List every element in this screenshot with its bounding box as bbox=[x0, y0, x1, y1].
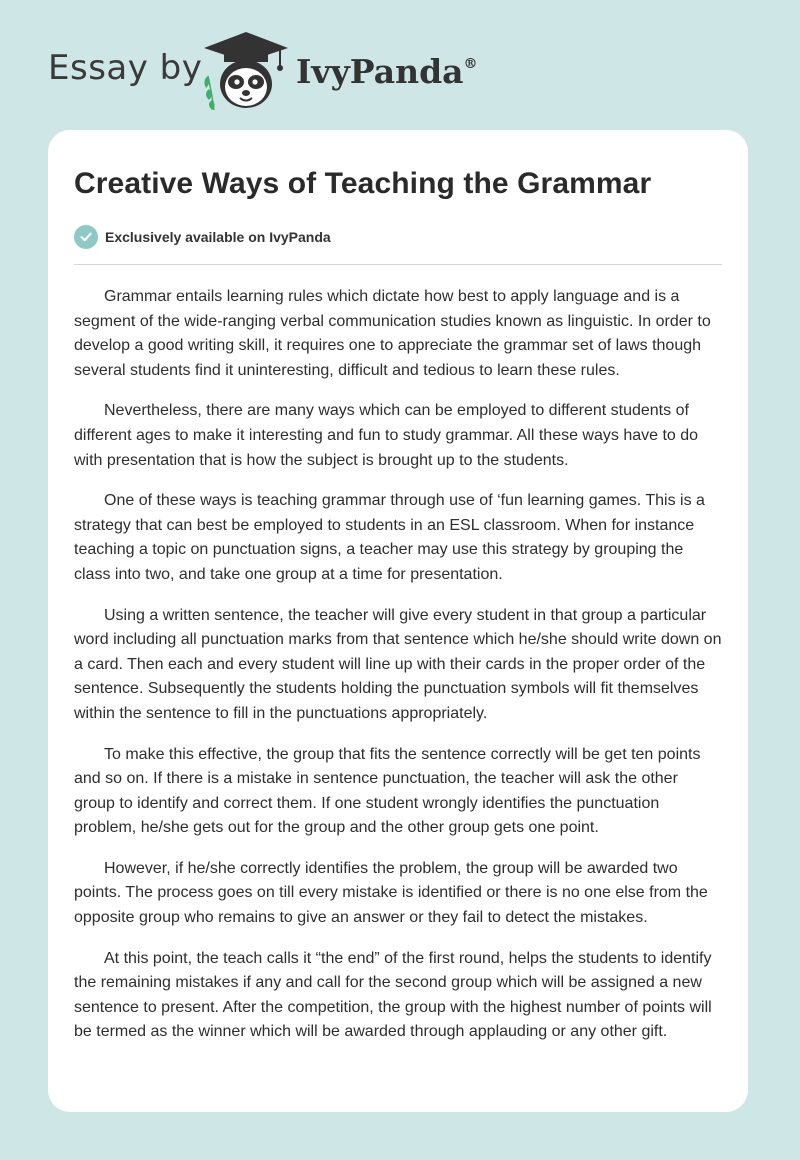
paragraph: However, if he/she correctly identifies the problem, the group will be awarded two points. The process goes on till every mistake is identified or there is no one else from the opposite group who remains to give an answer or they fail to detect the mistakes. bbox=[74, 859, 708, 927]
paragraph: To make this effective, the group that fits the sentence correctly will be get ten points and so on. If there is a mistake in sentence punctuation, the teacher will ask the other group to identify and correct them. If one student wrongly identifies the punctuation problem, he/she gets out for the group and the other group gets one point. bbox=[74, 745, 701, 837]
paragraph: Nevertheless, there are many ways which can be employed to different students of different ages to make it interesting and fun to study grammar. All these ways have to do with presentation that is how the subject is brought up to the students. bbox=[74, 402, 699, 469]
paragraph: One of these ways is teaching grammar through use of ‘fun learning games. This is a strategy that can best be employed to students in an ESL classroom. When for instance teaching a topic on punctuation signs, a teacher may use this strategy by grouping the class into two, and take one group at a time for presentation. bbox=[74, 492, 705, 583]
brand-text: IvyPanda bbox=[296, 52, 464, 91]
registered-mark: ® bbox=[463, 56, 478, 72]
badge-text: Exclusively available on IvyPanda bbox=[105, 229, 331, 245]
exclusive-badge bbox=[74, 224, 722, 250]
paragraph: Using a written sentence, the teacher will give every student in that group a particular word including all punctuation marks from that sentence which he/she should write down on a card. Then each and every student will line up with their cards in the proper order of the sentence. Subsequently the students holding the punctuation symbols will fit themselves within the sentence to fill in the punctuations appropriately. bbox=[74, 606, 722, 722]
essay-by-label: Essay by bbox=[48, 48, 203, 88]
page-title: Creative Ways of Teaching the Grammar bbox=[74, 167, 652, 200]
essay-card bbox=[48, 130, 748, 1112]
paragraph: Grammar entails learning rules which dictate how best to apply language and is a segment of the wide-ranging verbal communication studies known as linguistic. In order to develop a good writing skill, it requires one to appreciate the grammar set of laws though several students find it uninteresting, difficult and tedious to learn these rules. bbox=[74, 288, 711, 379]
essay-body bbox=[74, 285, 722, 1045]
divider bbox=[74, 264, 722, 265]
check-icon bbox=[74, 225, 98, 249]
panda-graduate-icon[interactable] bbox=[200, 30, 292, 112]
site-header bbox=[0, 0, 800, 130]
paragraph: At this point, the teach calls it “the end” of the first round, helps the students to identify the remaining mistakes if any and call for the second group which will be assigned a new sentence to present. After the competition, the group with the highest number of points will be termed as the winner which will be awarded through applauding or any other gift. bbox=[74, 949, 712, 1041]
brand-name[interactable] bbox=[296, 52, 478, 91]
